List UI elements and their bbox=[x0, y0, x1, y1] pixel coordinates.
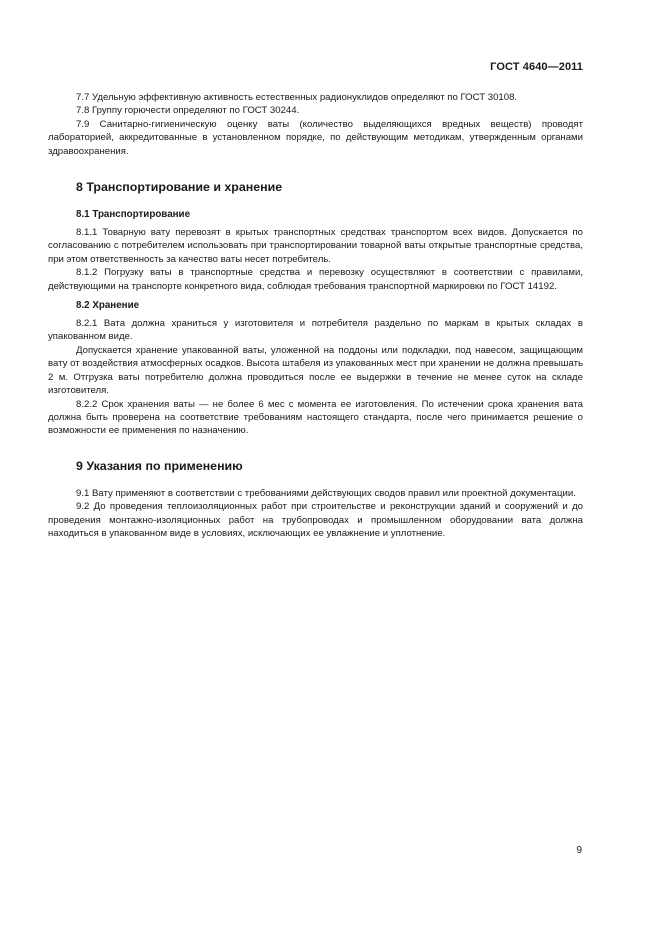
paragraph-7-9: 7.9 Санитарно-гигиеническую оценку ваты (количество выделяющихся вредных веществ) проводят лабораторией, аккредитованные в установленном порядке, по действующим методикам, утвержденным органами здравоохранения. bbox=[48, 118, 583, 157]
paragraph-8-1-1: 8.1.1 Товарную вату перевозят в крытых транспортных средствах транспортом всех видов. Допускается по согласованию с потребителем использовать при транспортировании товарной ваты открытые транспортные средства, при этом ответственность за качество ваты несет потребитель. bbox=[48, 227, 583, 265]
subsection-8-2-title: 8.2 Хранение bbox=[76, 300, 140, 312]
section-9-title: 9 Указания по применению bbox=[76, 458, 243, 473]
paragraph-7-8: 7.8 Группу горючести определяют по ГОСТ 30244. bbox=[76, 105, 300, 117]
paragraph-7-7: 7.7 Удельную эффективную активность естественных радионуклидов определяют по ГОСТ 30108. bbox=[76, 92, 518, 103]
paragraph-9-1: 9.1 Вату применяют в соответствии с требованиями действующих сводов правил или проектной документации. bbox=[76, 487, 576, 499]
page-number: 9 bbox=[576, 845, 582, 856]
paragraph-9-2: 9.2 До проведения теплоизоляционных работ при строительстве и реконструкции зданий и сооружений и до проведения монтажно-изоляционных работ на трубопроводах и промышленном оборудовании вата должна находиться в упакованном виде в условиях, исключающих ее увлажнение и уплотнение. bbox=[48, 501, 583, 539]
section-8-title: 8 Транспортирование и хранение bbox=[76, 180, 283, 195]
paragraph-8-1-2: 8.1.2 Погрузку ваты в транспортные средства и перевозку осуществляют в соответствии с правилами, действующими на транспорте конкретного вида, соблюдая требования транспортной маркировки по ГОСТ 14192. bbox=[48, 267, 583, 292]
subsection-8-1-title: 8.1 Транспортирование bbox=[76, 209, 191, 221]
document-code: ГОСТ 4640—2011 bbox=[490, 61, 583, 73]
paragraph-8-2-1-cont: Допускается хранение упакованной ваты, уложенной на поддоны или подкладки, под навесом, защищающим вату от воздействия атмосферных осадков. Высота штабеля из упакованных мест при хранении не должна превышать 2 м. Отгрузка ваты потребителю должна проводиться после ее выдержки в течение не менее суток на складе изготовителя. bbox=[48, 344, 583, 397]
page-content bbox=[48, 91, 583, 540]
paragraph-8-2-2: 8.2.2 Срок хранения ваты — не более 6 мес с момента ее изготовления. По истечении срока хранения вата должна быть проверена на соответствие требованиям настоящего стандарта, после чего принимается решение о возможности ее применения по назначению. bbox=[48, 398, 583, 437]
paragraph-8-2-1: 8.2.1 Вата должна храниться у изготовителя и потребителя раздельно по маркам в крытых складах в упакованном виде. bbox=[48, 318, 583, 343]
